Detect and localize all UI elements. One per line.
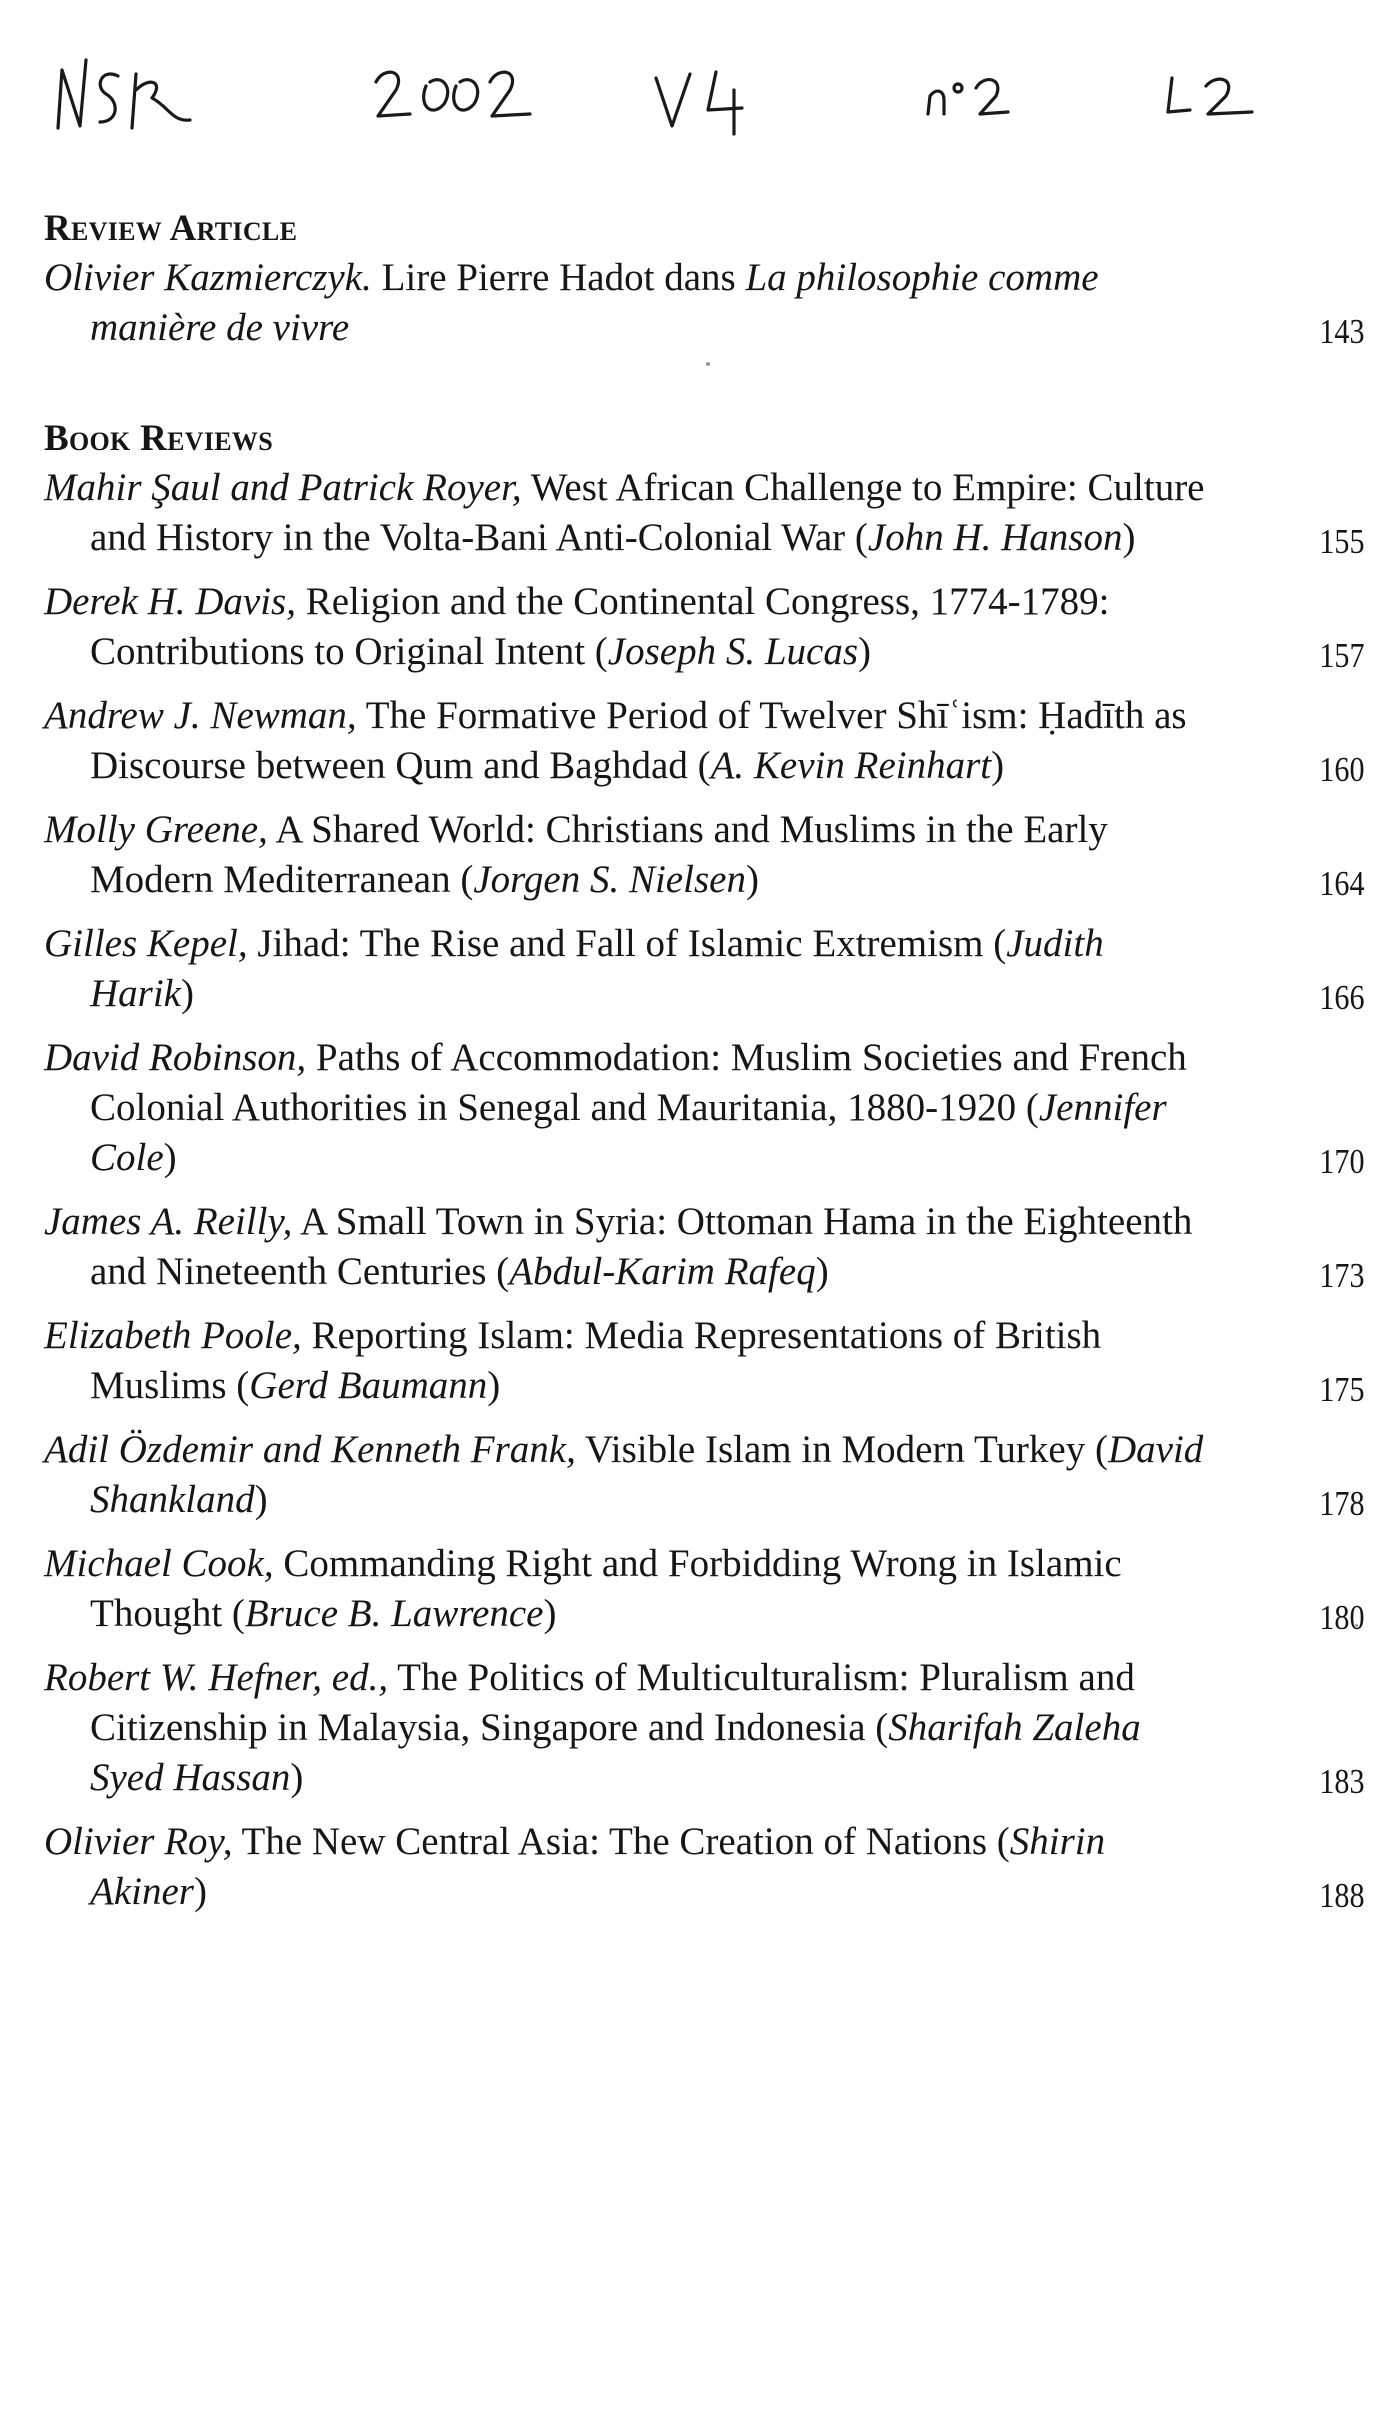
entry-author: Andrew J. Newman, (44, 694, 357, 737)
toc-entry-text (44, 577, 1214, 677)
toc-entry-text (44, 805, 1214, 905)
toc-entry-text (44, 1033, 1214, 1183)
reviewer-close-paren: ) (815, 1250, 829, 1293)
reviewer-open-paren: ( (231, 1592, 245, 1635)
toc-entry-text (44, 463, 1214, 563)
entry-page-number: 164 (1318, 864, 1364, 903)
reviewer-close-paren: ) (254, 1478, 268, 1521)
entry-reviewer: Bruce B. Lawrence (244, 1592, 544, 1635)
entry-title: Reporting Islam: Media Representations of British Muslims (90, 1314, 1102, 1407)
reviewer-close-paren: ) (487, 1364, 501, 1407)
toc-entry-text (44, 1311, 1214, 1411)
entry-page-number: 178 (1318, 1484, 1364, 1523)
entry-page-number: 188 (1318, 1876, 1364, 1915)
entry-reviewer: Jorgen S. Nielsen (473, 858, 746, 901)
reviewer-close-paren: ) (181, 972, 194, 1015)
entry-title-prefix: Lire Pierre Hadot dans (371, 256, 746, 299)
entry-reviewer: Shirin Akiner (90, 1820, 1106, 1913)
reviewer-close-paren: ) (858, 630, 872, 673)
reviewer-open-paren: ( (594, 630, 608, 673)
reviewer-close-paren: ) (543, 1592, 557, 1635)
entry-author: Gilles Kepel, (44, 922, 248, 965)
entry-title: A Shared World: Christians and Muslims in the Early Modern Mediterranean (90, 808, 1108, 901)
entry-reviewer: David Shankland (90, 1428, 1204, 1521)
reviewer-open-paren: ( (1025, 1086, 1039, 1129)
entry-page-number: 155 (1318, 522, 1364, 561)
entry-page-number: 170 (1318, 1142, 1364, 1181)
toc-entry-text (44, 253, 1214, 353)
entry-page-number: 173 (1318, 1256, 1364, 1295)
entry-reviewer: Jennifer Cole (90, 1086, 1167, 1179)
toc-entry (44, 1653, 1364, 1803)
toc-entry-text (44, 691, 1214, 791)
toc-entry-text (44, 1539, 1214, 1639)
reviewer-open-paren: ( (697, 744, 711, 787)
reviewer-close-paren: ) (1122, 516, 1136, 559)
reviewer-open-paren: ( (993, 922, 1007, 965)
entry-author: Olivier Kazmierczyk. (44, 256, 372, 299)
entry-reviewer: Abdul-Karim Rafeq (509, 1250, 816, 1293)
entry-author: Derek H. Davis, (44, 580, 296, 623)
toc-entry (44, 1539, 1364, 1639)
toc-entry-text (44, 1425, 1214, 1525)
table-of-contents (44, 205, 1364, 1931)
toc-entry-text (44, 1817, 1214, 1917)
entry-author: Molly Greene, (44, 808, 268, 851)
entry-title: The Politics of Multiculturalism: Pluralism and Citizenship in Malaysia, Singapore and Indonesia (90, 1656, 1135, 1749)
entry-reviewer: Judith Harik (90, 922, 1104, 1015)
reviewer-open-paren: ( (875, 1706, 889, 1749)
toc-entry (44, 805, 1364, 905)
entry-title: Jihad: The Rise and Fall of Islamic Extremism (247, 922, 994, 965)
toc-entry-text (44, 1197, 1214, 1297)
toc-entry (44, 691, 1364, 791)
entry-page-number: 180 (1318, 1598, 1364, 1637)
toc-entry (44, 1033, 1364, 1183)
entry-page-number: 183 (1318, 1762, 1364, 1801)
entry-reviewer: A. Kevin Reinhart (710, 744, 992, 787)
entry-title: West African Challenge to Empire: Culture and History in the Volta-Bani Anti-Colonial War (90, 466, 1205, 559)
toc-entry (44, 1425, 1364, 1525)
entry-author: James A. Reilly, (44, 1200, 293, 1243)
reviewer-close-paren: ) (163, 1136, 177, 1179)
entry-page-number: 166 (1318, 978, 1364, 1017)
reviewer-open-paren: ( (460, 858, 474, 901)
toc-entry (44, 577, 1364, 677)
handwritten-annotation (40, 30, 1350, 140)
entry-reviewer: Gerd Baumann (249, 1364, 488, 1407)
entry-author: David Robinson, (44, 1036, 307, 1079)
reviewer-open-paren: ( (996, 1820, 1010, 1863)
entry-author: Michael Cook, (44, 1542, 274, 1585)
reviewer-close-paren: ) (991, 744, 1005, 787)
entry-title: A Small Town in Syria: Ottoman Hama in the Eighteenth and Nineteenth Centuries (90, 1200, 1193, 1293)
entry-title: The Formative Period of Twelver Shīʿism: Ḥadīth as Discourse between Qum and Baghdad (90, 694, 1187, 787)
entry-page-number: 175 (1318, 1370, 1364, 1409)
entry-page-number: 160 (1318, 750, 1364, 789)
section-heading-book-reviews: Book Reviews (44, 418, 273, 459)
toc-entry (44, 1197, 1364, 1297)
handwritten-annotation-drawing (40, 30, 1350, 140)
reviewer-open-paren: ( (236, 1364, 250, 1407)
toc-entry-review-article (44, 253, 1364, 353)
entry-page-number: 143 (1318, 312, 1364, 351)
entry-author: Mahir Şaul and Patrick Royer, (44, 466, 522, 509)
toc-entry-text (44, 919, 1214, 1019)
entry-title: Visible Islam in Modern Turkey (575, 1428, 1095, 1471)
reviewer-open-paren: ( (1094, 1428, 1108, 1471)
reviewer-open-paren: ( (854, 516, 868, 559)
entry-reviewer: John H. Hanson (867, 516, 1123, 559)
entry-author: Elizabeth Poole, (44, 1314, 302, 1357)
toc-entry-text (44, 1653, 1214, 1803)
entry-title: Commanding Right and Forbidding Wrong in Islamic Thought (90, 1542, 1122, 1635)
toc-entry (44, 919, 1364, 1019)
entry-title-italic: La philosophie comme manière de vivre (90, 256, 1099, 349)
reviewer-close-paren: ) (745, 858, 759, 901)
entry-title: Paths of Accommodation: Muslim Societies and French Colonial Authorities in Senegal and Mauritania, 1880-1920 (90, 1036, 1187, 1129)
toc-entry (44, 1311, 1364, 1411)
entry-title: The New Central Asia: The Creation of Nations (232, 1820, 997, 1863)
book-reviews-list (44, 463, 1364, 1917)
entry-author: Robert W. Hefner, ed., (44, 1656, 389, 1699)
entry-reviewer: Joseph S. Lucas (607, 630, 859, 673)
reviewer-close-paren: ) (290, 1756, 304, 1799)
entry-reviewer: Sharifah Zaleha Syed Hassan (90, 1706, 1141, 1799)
reviewer-close-paren: ) (193, 1870, 207, 1913)
entry-title: Religion and the Continental Congress, 1774-1789: Contributions to Original Intent (90, 580, 1110, 673)
entry-author: Olivier Roy, (44, 1820, 233, 1863)
section-heading-review-article: Review Article (44, 208, 298, 249)
reviewer-open-paren: ( (496, 1250, 510, 1293)
entry-author: Adil Özdemir and Kenneth Frank, (44, 1428, 576, 1471)
entry-page-number: 157 (1318, 636, 1364, 675)
toc-entry (44, 1817, 1364, 1917)
toc-entry (44, 463, 1364, 563)
